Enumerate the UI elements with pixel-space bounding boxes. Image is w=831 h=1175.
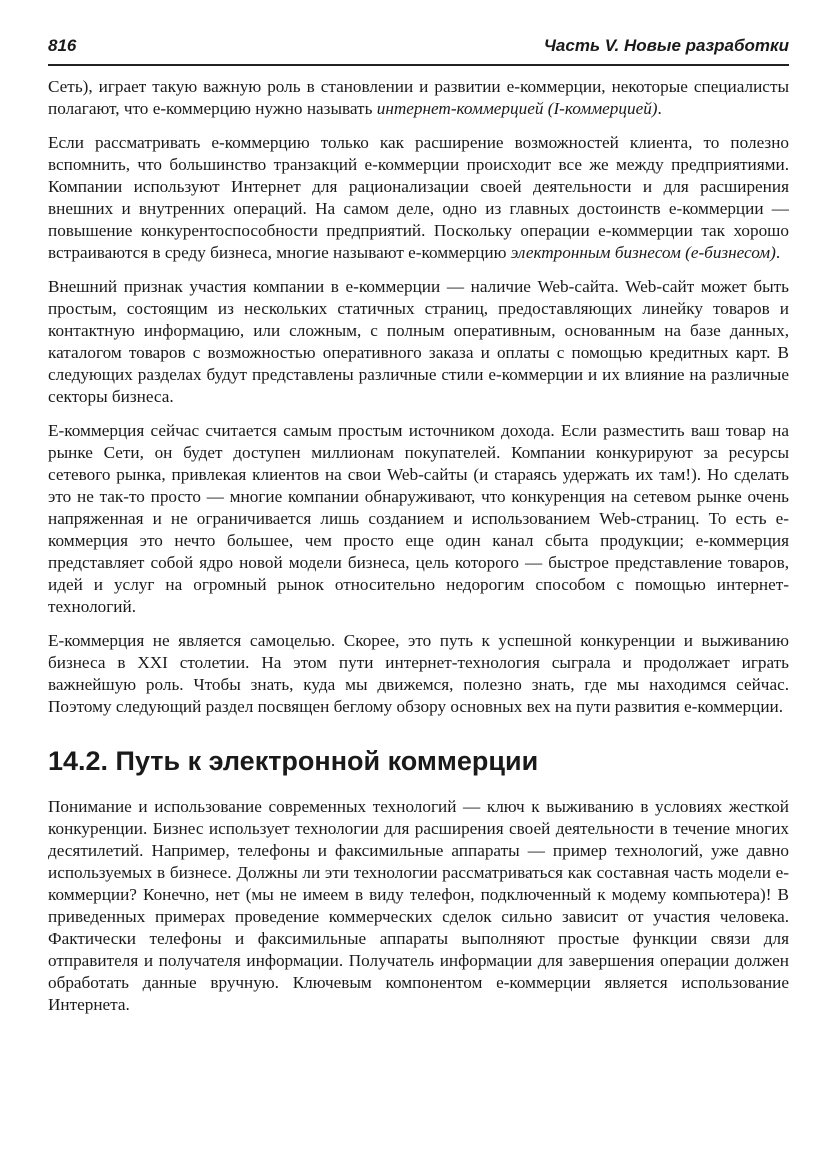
- section-heading: 14.2. Путь к электронной коммерции: [48, 746, 539, 776]
- paragraph: Е-коммерция не является самоцелью. Скорее, это путь к успешной конкуренции и выживанию бизнеса в XXI столетии. На этом пути интернет-технология сыграла и продолжает играть важнейшую роль. Чтобы знать, куда мы движемся, полезно знать, где мы находимся сейчас. Поэтому следующий раздел посвящен беглому обзору основных вех на пути развития е-коммерции.: [48, 631, 789, 716]
- paragraph: Если рассматривать е-коммерцию только как расширение возможностей клиента, то полезно вспомнить, что большинство транзакций е-коммерции происходит все же между предприятиями. Компании используют Интернет для рационализации своей деятельности и для расширения внешних и внутренних операций. На самом деле, одно из главных достоинств е-коммерции — повышение конкурентоспособности предприятий. Поскольку операции е-коммерции так хорошо встраиваются в среду бизнеса, многие называют е-коммерцию электронным бизнесом (е-бизнесом).: [48, 133, 789, 262]
- part-title: Часть V. Новые разработки: [543, 36, 789, 55]
- emphasis: интернет-коммерцией (I-коммерцией): [376, 99, 658, 118]
- section-paragraph: Понимание и использование современных технологий — ключ к выживанию в условиях жесткой конкуренции. Бизнес использует технологии для расширения своей деятельности в течение многих десятилетий. Например, телефоны и факсимильные аппараты — пример технологий, уже давно используемых в бизнесе. Должны ли эти технологии рассматриваться как составная часть модели е-коммерции? Конечно, нет (мы не имеем в виду телефон, подключенный к модему компьютера)! В приведенных примерах проведение коммерческих сделок сильно зависит от участия человека. Фактически телефоны и факсимильные аппараты выполняют простые функции связи для отправителя и получателя информации. Получатель информации для завершения операции должен обработать данные вручную. Ключевым компонентом е-коммерции является использование Интернета.: [48, 797, 789, 1014]
- paragraph: Сеть), играет такую важную роль в становлении и развитии е-коммерции, некоторые специалисты полагают, что е-коммерцию нужно называть интернет-коммерцией (I-коммерцией).: [48, 77, 789, 118]
- page-number: 816: [48, 36, 77, 55]
- paragraph: Внешний признак участия компании в е-коммерции — наличие Web-сайта. Web-сайт может быть простым, состоящим из нескольких статичных страниц, предоставляющих линейку товаров и контактную информацию, или сложным, с полным оперативным, основанным на базе данных, каталогом товаров с возможностью оперативного заказа и оплаты с помощью кредитных карт. В следующих разделах будут представлены различные стили е-коммерции и их влияние на различные секторы бизнеса.: [48, 277, 789, 406]
- running-header: [48, 30, 789, 66]
- page-body: [48, 76, 789, 1028]
- emphasis: электронным бизнесом (е-бизнесом): [510, 243, 776, 262]
- paragraph: Е-коммерция сейчас считается самым простым источником дохода. Если разместить ваш товар на рынке Сети, он будет доступен миллионам покупателей. Компании конкурируют за ресурсы сетевого рынка, привлекая клиентов на свои Web-сайты (и стараясь удержать их там!). Но сделать это не так-то просто — многие компании обнаруживают, что конкуренция на сетевом рынке очень напряженная и не ограничивается лишь созданием и использованием Web-страниц. То есть е-коммерция это нечто большее, чем просто еще один канал сбыта продукции; е-коммерция представляет собой ядро новой модели бизнеса, цель которого — быстрое представление товаров, идей и услуг на огромный рынок относительно недорогим способом с помощью интернет-технологий.: [48, 421, 789, 616]
